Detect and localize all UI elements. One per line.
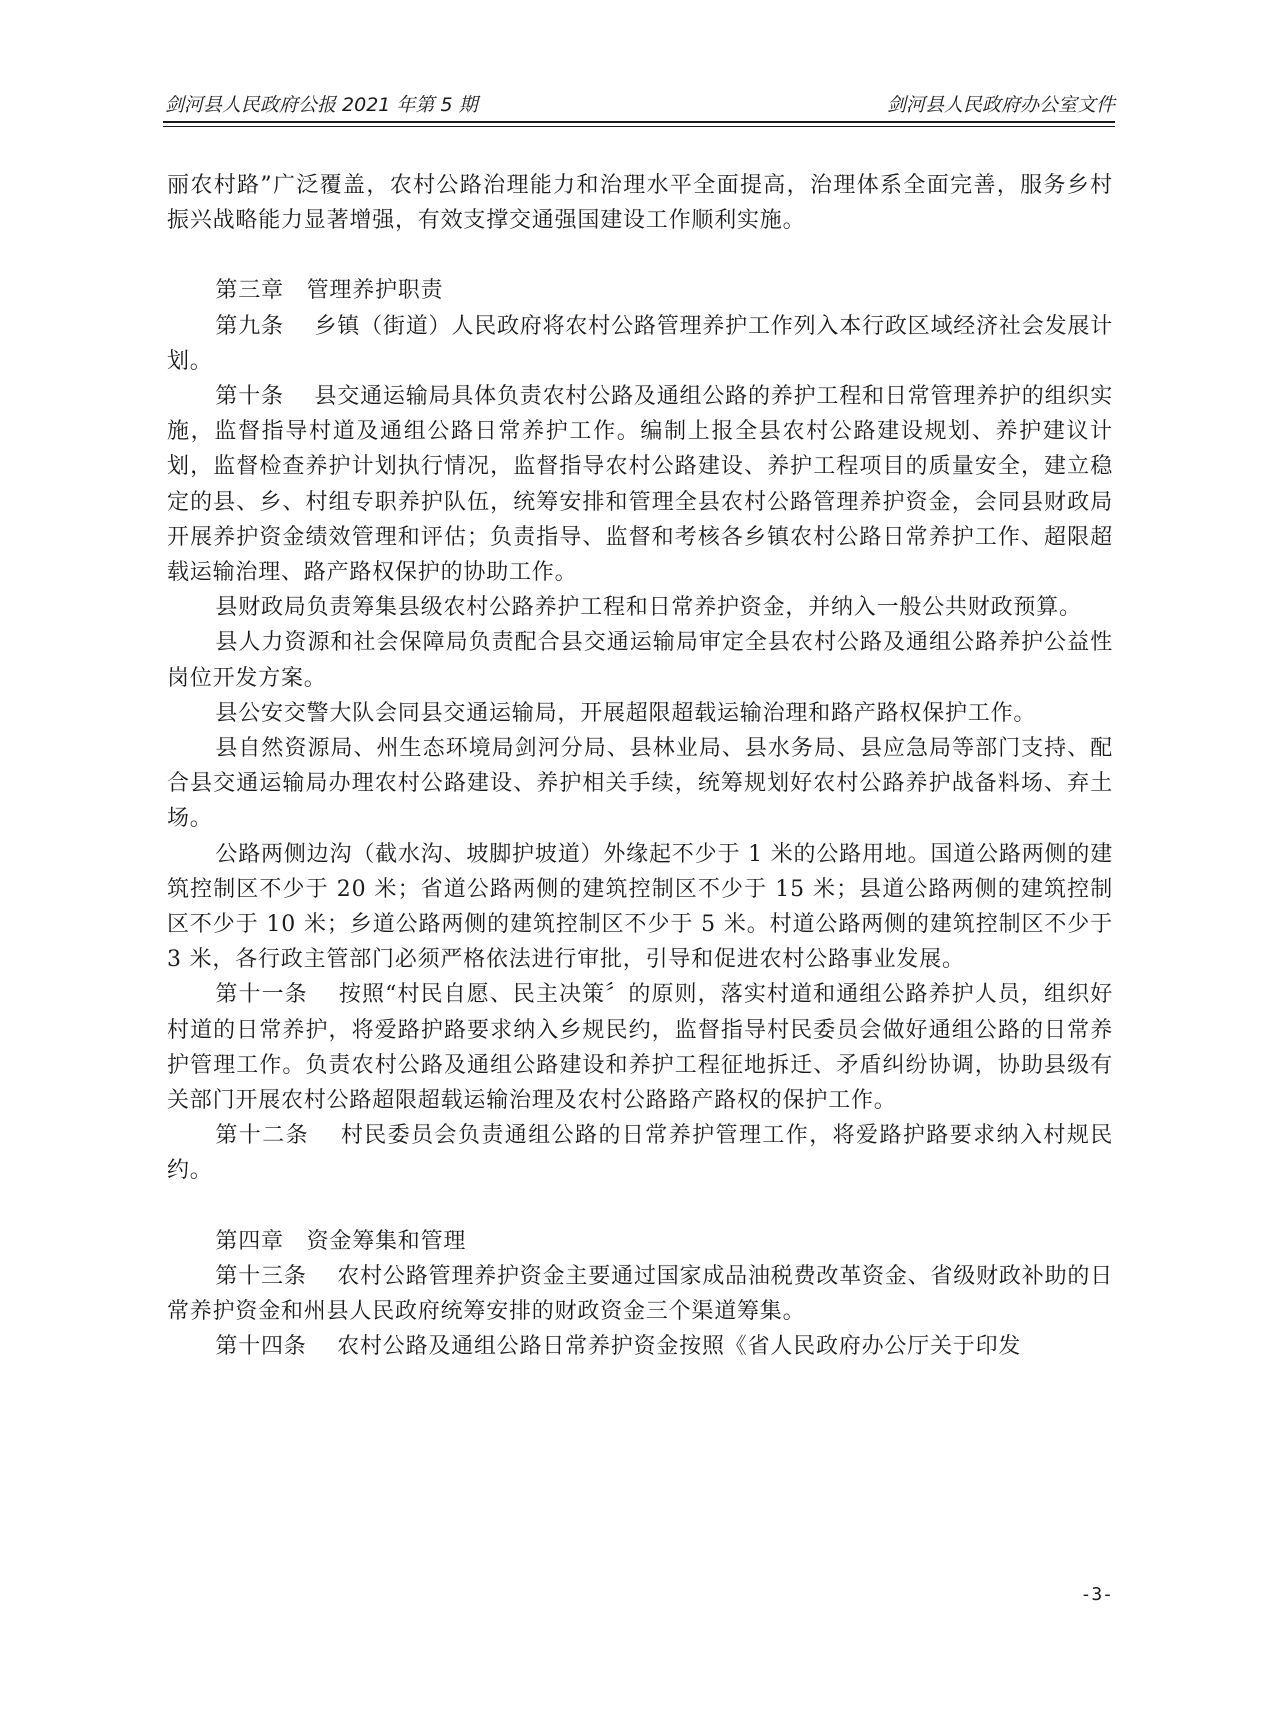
- article-9: 第九条 乡镇（街道）人民政府将农村公路管理养护工作列入本行政区域经济社会发展计划。: [167, 313, 1113, 374]
- chapter-3-title: 第三章 管理养护职责: [215, 278, 444, 304]
- header-rule-thin: [163, 126, 1115, 127]
- header-rule-thick: [163, 121, 1115, 123]
- page-number: -3-: [1080, 1584, 1113, 1605]
- chapter-4-title: 第四章 资金筹集和管理: [215, 1228, 467, 1254]
- paragraph-road-land: 公路两侧边沟（截水沟、坡脚护坡道）外缘起不少于 1 米的公路用地。国道公路两侧的建筑控制区不少于 20 米；省道公路两侧的建筑控制区不少于 15 米；县道公路两侧的建筑控制区不少于 10 米；乡道公路两侧的建筑控制区不少于 5 米。村道公路两侧的建筑控制区不少于 3 米，各行政主管部门必须严格依法进行审批，引导和促进农村公路事业发展。: [167, 841, 1113, 973]
- page-header: [165, 88, 1115, 124]
- article-11: 第十一条 按照“村民自愿、民主决策〞的原则，落实村道和通组公路养护人员，组织好村道的日常养护，将爱路护路要求纳入乡规民约，监督指导村民委员会做好通组公路的日常养护管理工作。负责农村公路及通组公路建设和养护工程征地拆迁、矛盾纠纷协调，协助县级有关部门开展农村公路超限超载运输治理及农村公路路产路权的保护工作。: [167, 982, 1113, 1114]
- paragraph-finance-bureau: 县财政局负责筹集县级农村公路养护工程和日常养护资金，并纳入一般公共财政预算。: [215, 595, 1082, 621]
- article-13: 第十三条 农村公路管理养护资金主要通过国家成品油税费改革资金、省级财政补助的日常养护资金和州县人民政府统筹安排的财政资金三个渠道筹集。: [167, 1263, 1113, 1325]
- header-issuer: 剑河县人民政府办公室文件: [886, 94, 1115, 116]
- header-publication-title: 剑河县人民政府公报 2021 年第 5 期: [165, 94, 478, 116]
- article-12: 第十二条 村民委员会负责通组公路的日常养护管理工作，将爱路护路要求纳入村规民约。: [167, 1123, 1113, 1184]
- paragraph-intro: 丽农村路”广泛覆盖，农村公路治理能力和治理水平全面提高，治理体系全面完善，服务乡村振兴战略能力显著增强，有效支撑交通强国建设工作顺利实施。: [167, 173, 1113, 234]
- paragraph-supporting-departments: 县自然资源局、州生态环境局剑河分局、县林业局、县水务局、县应急局等部门支持、配合县交通运输局办理农村公路建设、养护相关手续，统筹规划好农村公路养护战备料场、弃土场。: [167, 736, 1113, 832]
- document-body: [167, 168, 1113, 1365]
- paragraph-traffic-police: 县公安交警大队会同县交通运输局，开展超限超载运输治理和路产路权保护工作。: [215, 700, 1037, 726]
- article-14: 第十四条 农村公路及通组公路日常养护资金按照《省人民政府办公厅关于印发: [215, 1334, 1022, 1360]
- article-10: 第十条 县交通运输局具体负责农村公路及通组公路的养护工程和日常管理养护的组织实施，监督指导村道及通组公路日常养护工作。编制上报全县农村公路建设规划、养护建议计划，监督检查养护计划执行情况，监督指导农村公路建设、养护工程项目的质量安全，建立稳定的县、乡、村组专职养护队伍，统筹安排和管理全县农村公路管理养护资金，会同县财政局开展养护资金绩效管理和评估；负责指导、监督和考核各乡镇农村公路日常养护工作、超限超载运输治理、路产路权保护的协助工作。: [167, 384, 1113, 586]
- paragraph-hr-bureau: 县人力资源和社会保障局负责配合县交通运输局审定全县农村公路及通组公路养护公益性岗位开发方案。: [167, 630, 1113, 691]
